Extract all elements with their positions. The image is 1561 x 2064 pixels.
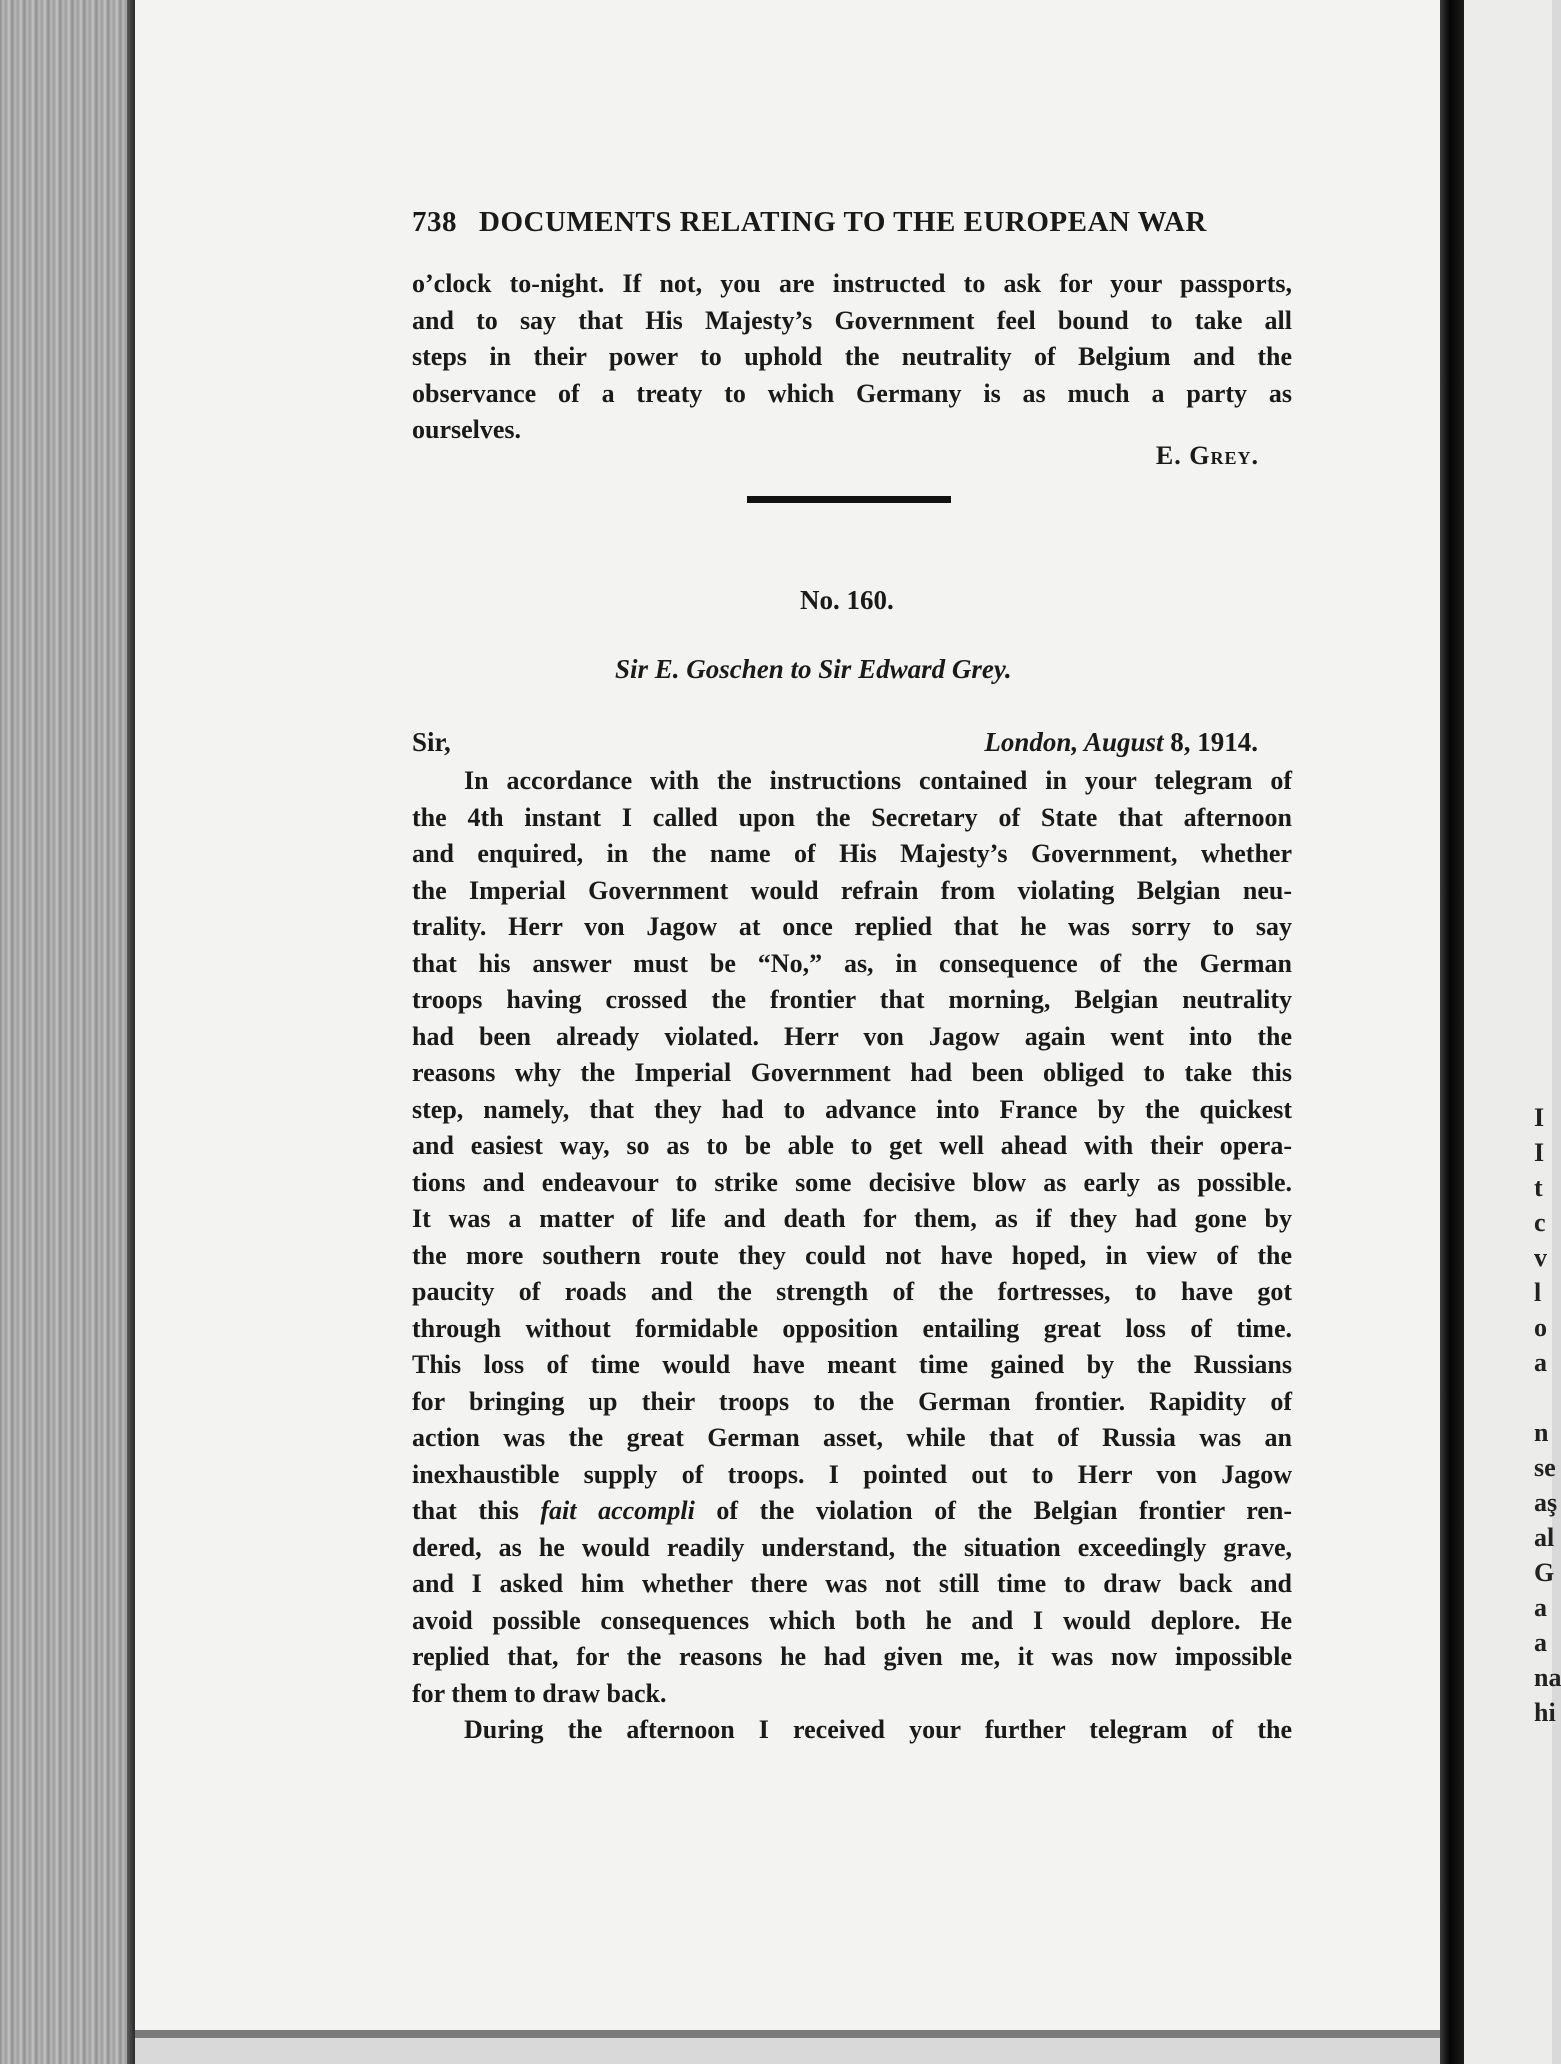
text-line: In accordance with the instructions contained in your telegram of bbox=[464, 766, 1292, 795]
facing-page-edge bbox=[1464, 0, 1552, 2064]
text-line: action was the great German asset, while that of Russia was an bbox=[412, 1423, 1292, 1452]
text-line: trality. Herr von Jagow at once replied that he was sorry to say bbox=[412, 912, 1292, 941]
text-line: ourselves. bbox=[412, 415, 522, 444]
facing-page-fragment: I bbox=[1534, 1103, 1545, 1132]
text-line: through without formidable opposition entailing great loss of time. bbox=[412, 1313, 1292, 1343]
text-line: During the afternoon I received your further telegram of the bbox=[464, 1715, 1292, 1744]
text-line-fait-accompli: that this fait accompli of the violation of the Belgian frontier ren- bbox=[412, 1496, 1293, 1525]
text-line: that his answer must be “No,” as, in consequence of the German bbox=[412, 948, 1292, 978]
facing-page-fragment: t bbox=[1534, 1173, 1543, 1202]
facing-page-fragment: n bbox=[1534, 1418, 1549, 1447]
text-line: paucity of roads and the strength of the fortresses, to have got bbox=[412, 1277, 1292, 1306]
text-line: It was a matter of life and death for them, as if they had gone by bbox=[412, 1204, 1292, 1233]
facing-page-fragment: al bbox=[1534, 1523, 1555, 1552]
text-line: the Imperial Government would refrain from violating Belgian neu- bbox=[412, 875, 1292, 905]
page-number: 738 bbox=[412, 206, 457, 238]
facing-page-fragment: a bbox=[1534, 1593, 1547, 1622]
italic-phrase: fait accompli bbox=[540, 1496, 695, 1525]
text-line: replied that, for the reasons he had given me, it was now impossible bbox=[412, 1642, 1292, 1671]
text-line: step, namely, that they had to advance into France by the quickest bbox=[412, 1094, 1292, 1124]
place: London, August bbox=[984, 727, 1164, 757]
salutation: Sir, bbox=[412, 727, 451, 757]
text-line: observance of a treaty to which Germany is as much a party as bbox=[412, 378, 1292, 408]
running-header bbox=[412, 206, 1262, 239]
document-title: Sir E. Goschen to Sir Edward Grey. bbox=[615, 654, 1012, 684]
text-line: avoid possible consequences which both he and I would deplore. He bbox=[412, 1605, 1292, 1635]
text-line: for bringing up their troops to the German frontier. Rapidity of bbox=[412, 1386, 1292, 1416]
text-line: and to say that His Majesty’s Government feel bound to take all bbox=[412, 305, 1292, 335]
text-line: o’clock to-night. If not, you are instructed to ask for your passports, bbox=[412, 269, 1292, 298]
text-line: reasons why the Imperial Government had been obliged to take this bbox=[412, 1058, 1292, 1087]
facing-page-fragment: l bbox=[1534, 1278, 1542, 1307]
text-line: for them to draw back. bbox=[412, 1678, 667, 1708]
text-line: and I asked him whether there was not still time to draw back and bbox=[412, 1569, 1292, 1598]
text-line: dered, as he would readily understand, the situation exceedingly grave, bbox=[412, 1532, 1292, 1562]
document-number: No. 160. bbox=[800, 585, 894, 615]
text-line: troops having crossed the frontier that morning, Belgian neutrality bbox=[412, 985, 1292, 1014]
facing-page-fragment: o bbox=[1534, 1313, 1547, 1342]
facing-page-fragment: aş bbox=[1534, 1488, 1558, 1517]
signature: E. Grey. bbox=[1155, 441, 1259, 470]
facing-page-fragment: a bbox=[1534, 1628, 1547, 1657]
facing-page-fragment: hi bbox=[1534, 1698, 1556, 1727]
facing-page-fragment: a bbox=[1534, 1348, 1547, 1377]
text-line: had been already violated. Herr von Jagow again went into the bbox=[412, 1021, 1292, 1051]
book-binding bbox=[1440, 0, 1464, 2064]
text-line: and easiest way, so as to be able to get well ahead with their opera- bbox=[412, 1131, 1292, 1160]
text-line: the 4th instant I called upon the Secretary of State that afternoon bbox=[412, 802, 1292, 832]
text-line: This loss of time would have meant time gained by the Russians bbox=[412, 1350, 1292, 1379]
text-line: inexhaustible supply of troops. I pointed out to Herr von Jagow bbox=[412, 1459, 1292, 1489]
facing-page-fragment: na bbox=[1534, 1663, 1561, 1692]
text-line: tions and endeavour to strike some decisive blow as early as possible. bbox=[412, 1167, 1292, 1197]
previous-document-text bbox=[412, 266, 1292, 449]
text-line: the more southern route they could not have hoped, in view of the bbox=[412, 1240, 1292, 1270]
running-title: DOCUMENTS RELATING TO THE EUROPEAN WAR bbox=[479, 206, 1207, 238]
place-date bbox=[984, 727, 1258, 758]
letter-body bbox=[412, 763, 1292, 1749]
facing-page-fragment: c bbox=[1534, 1208, 1546, 1237]
facing-page-fragment: G bbox=[1534, 1558, 1555, 1587]
facing-page-fragment: se bbox=[1534, 1453, 1556, 1482]
text-line: and enquired, in the name of His Majesty’s Government, whether bbox=[412, 839, 1292, 868]
salutation-row bbox=[412, 727, 1292, 758]
text-line: steps in their power to uphold the neutrality of Belgium and the bbox=[412, 342, 1292, 371]
date: 8, 1914. bbox=[1170, 727, 1258, 757]
facing-page-fragment: v bbox=[1534, 1243, 1547, 1272]
facing-page-fragment bbox=[1534, 1380, 1561, 1415]
facing-page-text-fragments bbox=[1534, 1100, 1561, 1730]
section-divider bbox=[747, 496, 951, 503]
book-page-stack bbox=[0, 0, 135, 2064]
facing-page-fragment: I bbox=[1534, 1138, 1545, 1167]
